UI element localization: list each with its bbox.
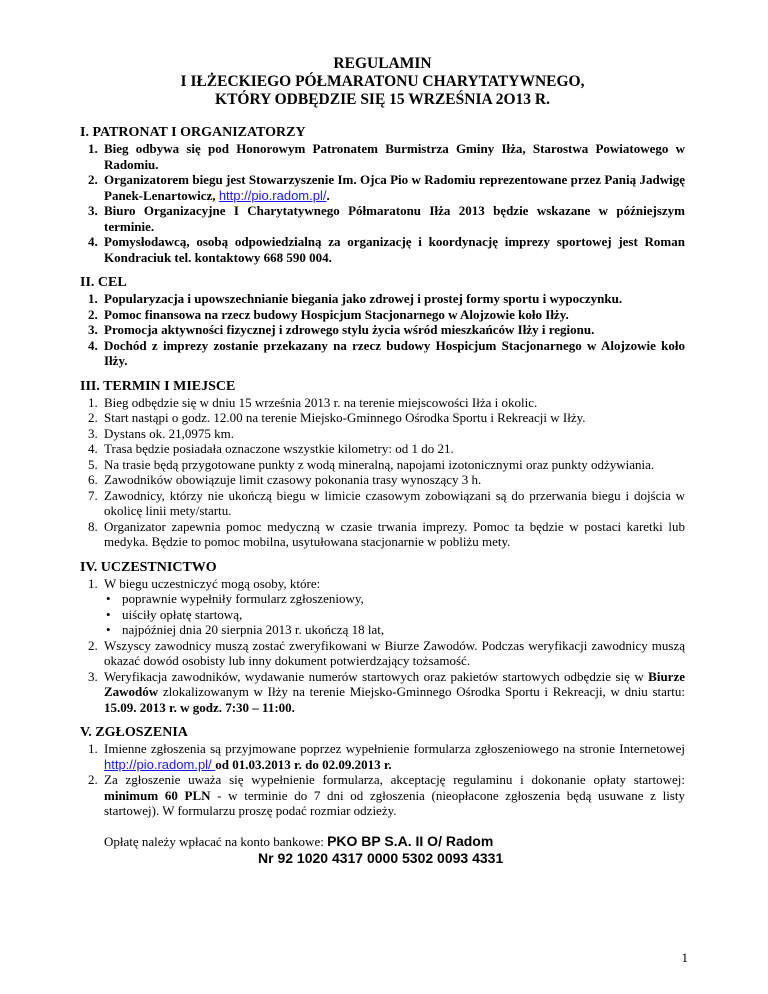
section-zgloszenia [80, 725, 685, 866]
section-termin [80, 379, 685, 550]
list-item: 3. Promocja aktywności fizycznej i zdrowego stylu życia wśród mieszkańców Iłży i regionu. [88, 322, 595, 337]
bullet-item: • najpóźniej dnia 20 sierpnia 2013 r. ukończą 18 lat, [106, 622, 385, 637]
bank-name: PKO BP S.A. II O/ Radom [327, 832, 494, 849]
bullet-list [80, 591, 685, 638]
section-list [80, 291, 685, 369]
bullet-item: • poprawnie wypełniły formularz zgłoszeniowy, [106, 591, 364, 606]
list-item: 6. Zawodników obowiązuje limit czasowy pokonania trasy wynoszący 3 h. [88, 472, 482, 487]
list-item: 2. Wszyscy zawodnicy muszą zostać zweryfikowani w Biurze Zawodów. Podczas weryfikacji zawodnicy muszą okazać dowód osobisty lub inny dokument potwierdzający tożsamość. [88, 637, 685, 668]
section-list [80, 395, 685, 550]
list-item: 7. Zawodnicy, którzy nie ukończą biegu w limicie czasowym zobowiązani są do przerwania biegu i dojścia w okolicę linii mety/startu. [88, 487, 685, 518]
section-uczestnictwo [80, 560, 685, 716]
list-item: 2. Za zgłoszenie uważa się wypełnienie formularza, akceptację regulaminu i dokonanie opłaty startowej: minimum 60 PLN - w terminie do 7 dni od zgłoszenia (nieopłacone zgłoszenia będą usuwane z listy startowej). W formularzu proszę podać rozmiar odzieży. [88, 772, 685, 818]
section-list [80, 141, 685, 265]
section-heading: V. ZGŁOSZENIA [80, 725, 188, 740]
list-item: 3. Dystans ok. 21,0975 km. [88, 425, 234, 441]
section-list [80, 576, 685, 716]
section-heading: I. PATRONAT I ORGANIZATORZY [80, 125, 306, 140]
list-item: 3. Biuro Organizacyjne I Charytatywnego Półmaratonu Iłża 2013 będzie wskazane w późniejszym terminie. [88, 203, 685, 234]
bullet-item: • uiściły opłatę startową, [106, 606, 243, 622]
section-patronat [80, 125, 685, 265]
document-title [80, 55, 685, 109]
document-page [80, 55, 685, 876]
list-item: 2. Organizatorem biegu jest Stowarzyszenie Im. Ojca Pio w Radomiu reprezentowane przez Panią Jadwigę Panek-Lenartowicz, http://pio.radom.pl/. [88, 172, 685, 203]
list-item: 3. Weryfikacja zawodników, wydawanie numerów startowych oraz pakietów startowych odbędzie się w Biurze Zawodów zlokalizowanym w Iłży na terenie Miejsko-Gminnego Ośrodka Sportu i Rekreacji, w dniu startu: 15.09. 2013 r. w godz. 7:30 – 11:00. [88, 668, 685, 715]
title-line-3: KTÓRY ODBĘDZIE SIĘ 15 WRZEŚNIA 2O13 R. [215, 91, 550, 108]
list-item: 4. Trasa będzie posiadała oznaczone wszystkie kilometry: od 1 do 21. [88, 441, 454, 456]
section-list [80, 741, 685, 819]
payment-info [80, 833, 685, 866]
list-item: 8. Organizator zapewnia pomoc medyczną w czasie trwania imprezy. Pomoc ta będzie w postaci karetki lub medyka. Będzie to pomoc mobilna, usytułowana stacjonarnie w pobliżu mety. [88, 518, 685, 549]
section-heading: III. TERMIN I MIEJSCE [80, 378, 236, 394]
list-item: 1. Popularyzacja i upowszechnianie biegania jako zdrowej i prostej formy sportu i wypoczynku. [88, 291, 623, 306]
list-item: 1. W biegu uczestniczyć mogą osoby, które: • poprawnie wypełniły formularz zgłoszeniowy, • uiściły opłatę startową, • najpóźniej dnia 20 sierpnia 2013 r. ukończą 18 lat, [80, 576, 685, 638]
list-item: 4. Pomysłodawcą, osobą odpowiedzialną za organizację i koordynację imprezy sportowej jest Roman Kondraciuk tel. kontaktowy 668 590 004. [88, 234, 685, 265]
list-item: 4. Dochód z imprezy zostanie przekazany na rzecz budowy Hospicjum Stacjonarnego w Alojzowie koło Iłży. [88, 337, 685, 368]
page-number: 1 [681, 950, 688, 965]
list-item: 1. Bieg odbędzie się w dniu 15 września 2013 r. na terenie miejscowości Iłża i okolic. [88, 394, 538, 410]
section-heading: IV. UCZESTNICTWO [80, 559, 217, 575]
pio-link[interactable]: http://pio.radom.pl/ [104, 756, 216, 772]
list-item: 1. Bieg odbywa się pod Honorowym Patronatem Burmistrza Gminy Iłża, Starostwa Powiatowego w Radomiu. [88, 141, 685, 172]
list-item: 5. Na trasie będą przygotowane punkty z wodą mineralną, napojami izotonicznymi oraz punkty odżywiania. [88, 456, 655, 472]
title-line-1: REGULAMIN [333, 55, 432, 72]
pio-link[interactable]: http://pio.radom.pl/ [218, 187, 327, 203]
list-item: 2. Start nastąpi o godz. 12.00 na terenie Miejsko-Gminnego Ośrodka Sportu i Rekreacji w Iłży. [88, 410, 586, 425]
list-item: 2. Pomoc finansowa na rzecz budowy Hospicjum Stacjonarnego w Alojzowie koło Iłży. [88, 306, 569, 322]
list-item: 1. Imienne zgłoszenia są przyjmowane poprzez wypełnienie formularza zgłoszeniowego na stronie Internetowej http://pio.radom.pl/ od 01.03.2013 r. do 02.09.2013 r. [88, 741, 685, 772]
title-line-2: I IŁŻECKIEGO PÓŁMARATONU CHARYTATYWNEGO, [180, 73, 585, 90]
payment-text: Opłatę należy wpłacać na konto bankowe: [104, 833, 328, 849]
section-cel [80, 275, 685, 369]
section-heading: II. CEL [80, 275, 127, 290]
bank-account: Nr 92 1020 4317 0000 5302 0093 4331 [258, 849, 504, 866]
